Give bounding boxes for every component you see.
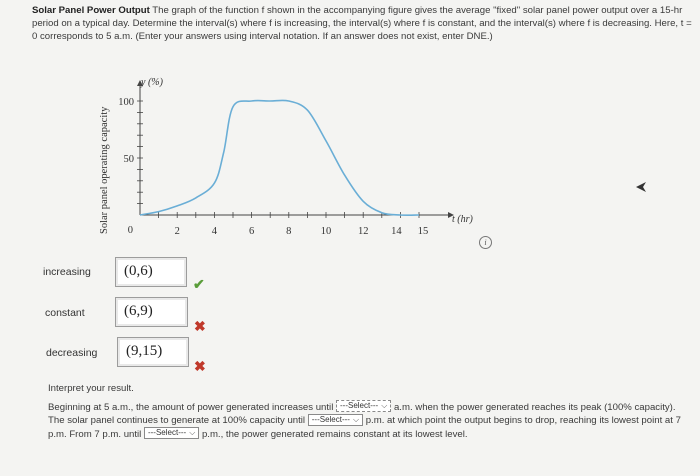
chevron-down-icon: ⌵	[189, 428, 196, 438]
select-end-time[interactable]: ---Select--- ⌵	[144, 427, 199, 439]
constant-label: constant	[45, 307, 85, 319]
interpret-part2: a.m. when the power generated reaches its peak (100% capacity). The solar panel continues to generate at 100% capacity until	[48, 401, 676, 427]
y-tick-label: 0	[127, 225, 133, 236]
chevron-down-icon: ⌵	[381, 401, 388, 411]
check-icon: ✔	[193, 276, 205, 292]
cross-icon: ✖	[194, 318, 206, 334]
t-tick-label: 15	[417, 226, 429, 237]
problem-title: Solar Panel Power Output	[32, 5, 150, 16]
y-axis-title: Solar panel operating capacity	[99, 106, 110, 234]
increasing-input[interactable]: (0,6)	[115, 257, 187, 287]
mouse-cursor-icon	[634, 180, 648, 194]
t-tick-label: 12	[357, 226, 369, 237]
t-tick-label: 14	[391, 226, 402, 237]
t-tick-label: 2	[174, 226, 180, 237]
t-tick-label: 4	[211, 226, 218, 237]
problem-text: The graph of the function f shown in the accompanying figure gives the average "fixed" solar panel power output over a 15-hr period on a typical day. Determine the interval(s) where f is increasing, the interval(s) where f is constant, and the interval(s) where f is decreasing. Here, t = 0 corresponds to 5 a.m. (Enter your answers using interval notation. If an answer does not exist, enter DNE.)	[32, 5, 692, 42]
increasing-label: increasing	[43, 266, 91, 278]
t-tick-label: 6	[248, 226, 255, 237]
y-tick-label: 100	[118, 97, 134, 108]
graph-ticks	[118, 97, 428, 237]
interpret-part1: Beginning at 5 a.m., the amount of power generated increases until	[48, 401, 334, 413]
interpret-part4: p.m., the power generated remains constant at its lowest level.	[201, 428, 468, 440]
t-axis-label: t (hr)	[452, 214, 473, 225]
decreasing-input[interactable]: (9,15)	[117, 337, 189, 367]
t-tick-label: 8	[286, 226, 292, 237]
interpretation	[48, 382, 693, 441]
y-tick-label: 50	[123, 154, 134, 165]
constant-input[interactable]: (6,9)	[115, 297, 188, 327]
select-drop-time[interactable]: ---Select--- ⌵	[308, 414, 363, 426]
t-tick-label: 10	[320, 226, 332, 237]
decreasing-label: decreasing	[46, 347, 98, 359]
interpret-heading: Interpret your result.	[48, 383, 134, 394]
cross-icon-2: ✖	[194, 358, 206, 374]
y-axis-label: y (%)	[141, 77, 163, 88]
interpret-part3: p.m. at which point the output begins to drop, reaching its lowest point at 7 p.m. From 7 p.m. until	[48, 415, 681, 440]
info-icon[interactable]: i	[479, 236, 492, 249]
select-peak-time[interactable]: ---Select--- ⌵	[336, 400, 391, 412]
power-curve	[140, 100, 419, 215]
graph-axes	[137, 80, 454, 218]
chevron-down-icon: ⌵	[352, 414, 360, 424]
